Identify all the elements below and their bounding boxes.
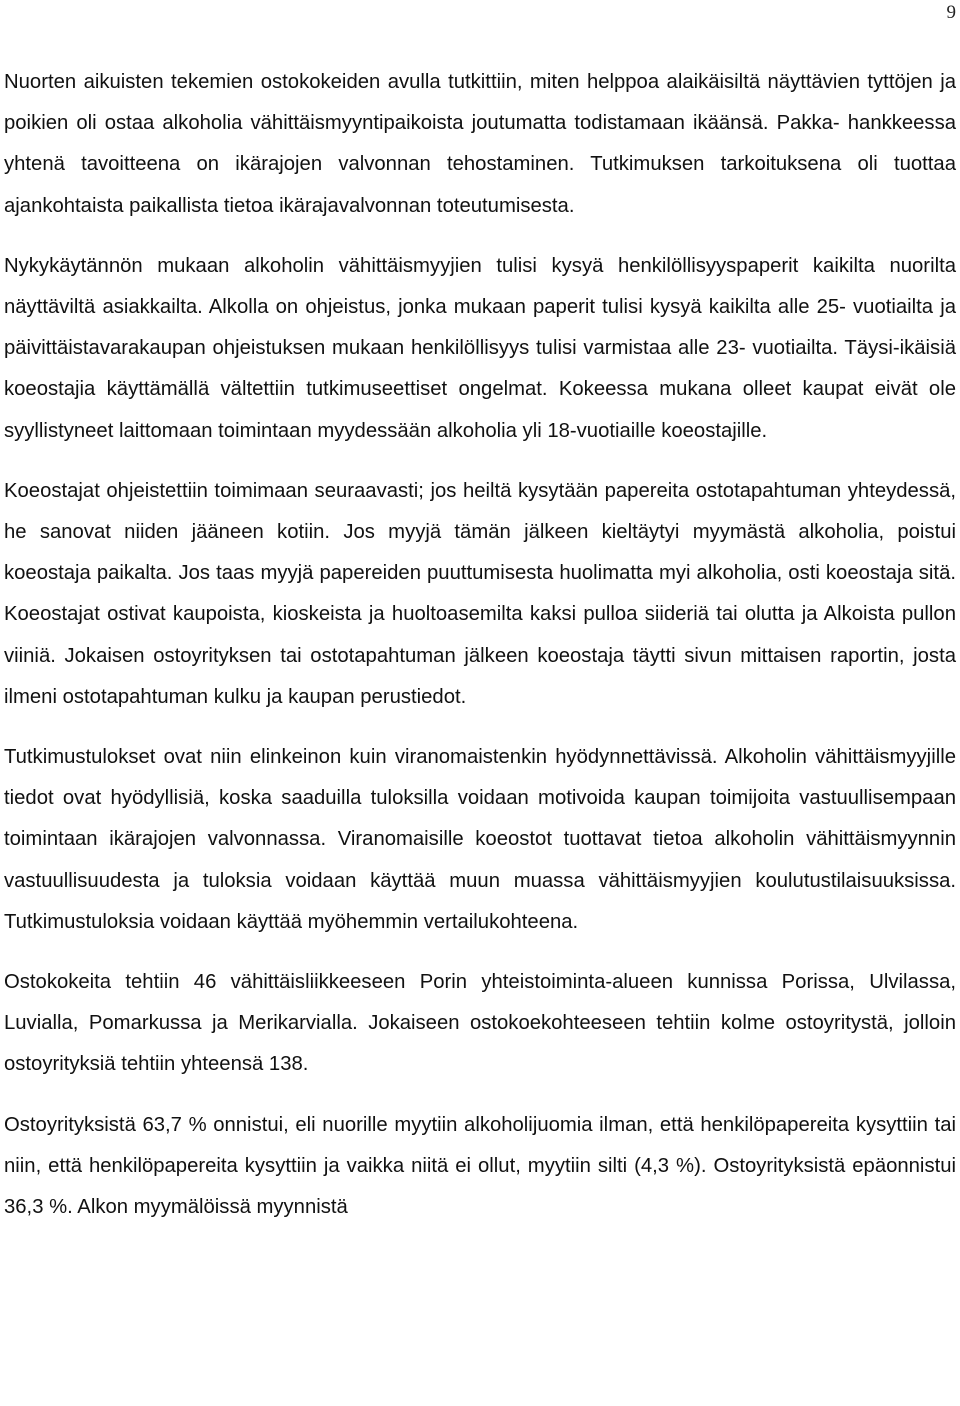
paragraph-test-buyer-instructions: Koeostajat ohjeistettiin toimimaan seuraavasti; jos heiltä kysytään papereita ostotapahtuman yhteydessä, he sanovat niiden jääneen kotiin. Jos myyjä tämän jälkeen kieltäytyi myymästä alkoholia, poistui koeostaja paikalta. Jos taas myyjä papereiden puuttumisesta huolimatta myi alkoholia, osti koeostaja sitä. Koeostajat ostivat kaupoista, kioskeista ja huoltoasemilta kaksi pulloa siideriä tai olutta ja Alkoista pullon viiniä. Jokaisen ostoyrityksen tai ostotapahtuman jälkeen koeostaja täytti sivun mittaisen raportin, josta ilmeni ostotapahtuman kulku ja kaupan perustiedot. [4, 479, 956, 708]
paragraph-current-practice: Nykykäytännön mukaan alkoholin vähittäismyyjien tulisi kysyä henkilöllisyyspaperit kaikilta nuorilta näyttäviltä asiakkailta. Alkolla on ohjeistus, jonka mukaan paperit tulisi kysyä kaikilta alle 25- vuotiailta ja päivittäistavarakaupan ohjeistuksen mukaan henkilöllisyys tulisi varmistaa alle 23- vuotiailta. Täysi-ikäisiä koeostajia käyttämällä vältettiin tutkimuseettiset ongelmat. Kokeessa mukana olleet kaupat eivät ole syyllistyneet laittomaan toimintaan myydessään alkoholia yli 18-vuotiaille koeostajille. [4, 254, 956, 442]
paragraph-outcomes: Ostoyrityksistä 63,7 % onnistui, eli nuorille myytiin alkoholijuomia ilman, että henkilöpapereita kysyttiin tai niin, että henkilöpapereita kysyttiin ja vaikka niitä ei ollut, myytiin silti (4,3 %). Ostoyrityksistä epäonnistui 36,3 %. Alkon myymälöissä myynnistä [4, 1113, 956, 1219]
page-number: 9 [946, 2, 956, 23]
paragraph-test-locations: Ostokokeita tehtiin 46 vähittäisliikkeeseen Porin yhteistoiminta-alueen kunnissa Porissa, Ulvilassa, Luvialla, Pomarkussa ja Merikarvialla. Jokaiseen ostokoekohteeseen tehtiin kolme ostoyritystä, jolloin ostoyrityksiä tehtiin yhteensä 138. [4, 971, 956, 1076]
paragraph-results-usage: Tutkimustulokset ovat niin elinkeinon kuin viranomaistenkin hyödynnettävissä. Alkoholin vähittäismyyjille tiedot ovat hyödyllisiä, koska saaduilla tuloksilla voidaan motivoida kaupan toimijoita vastuullisempaan toimintaan ikärajojen valvonnassa. Viranomaisille koeostot tuottavat tietoa alkoholin vähittäismyynnin vastuullisuudesta ja tuloksia voidaan käyttää muun muassa vähittäismyyjien koulutustilaisuuksissa. Tutkimustuloksia voidaan käyttää myöhemmin vertailukohteena. [4, 746, 956, 933]
document-body [4, 62, 956, 1247]
paragraph-intro: Nuorten aikuisten tekemien ostokokeiden avulla tutkittiin, miten helppoa alaikäisiltä näyttävien tyttöjen ja poikien oli ostaa alkoholia vähittäismyyntipaikoista joutumatta todistamaan ikäänsä. Pakka- hankkeessa yhtenä tavoitteena on ikärajojen valvonnan tehostaminen. Tutkimuksen tarkoituksena oli tuottaa ajankohtaista paikallista tietoa ikärajavalvonnan toteutumisesta. [4, 71, 956, 217]
